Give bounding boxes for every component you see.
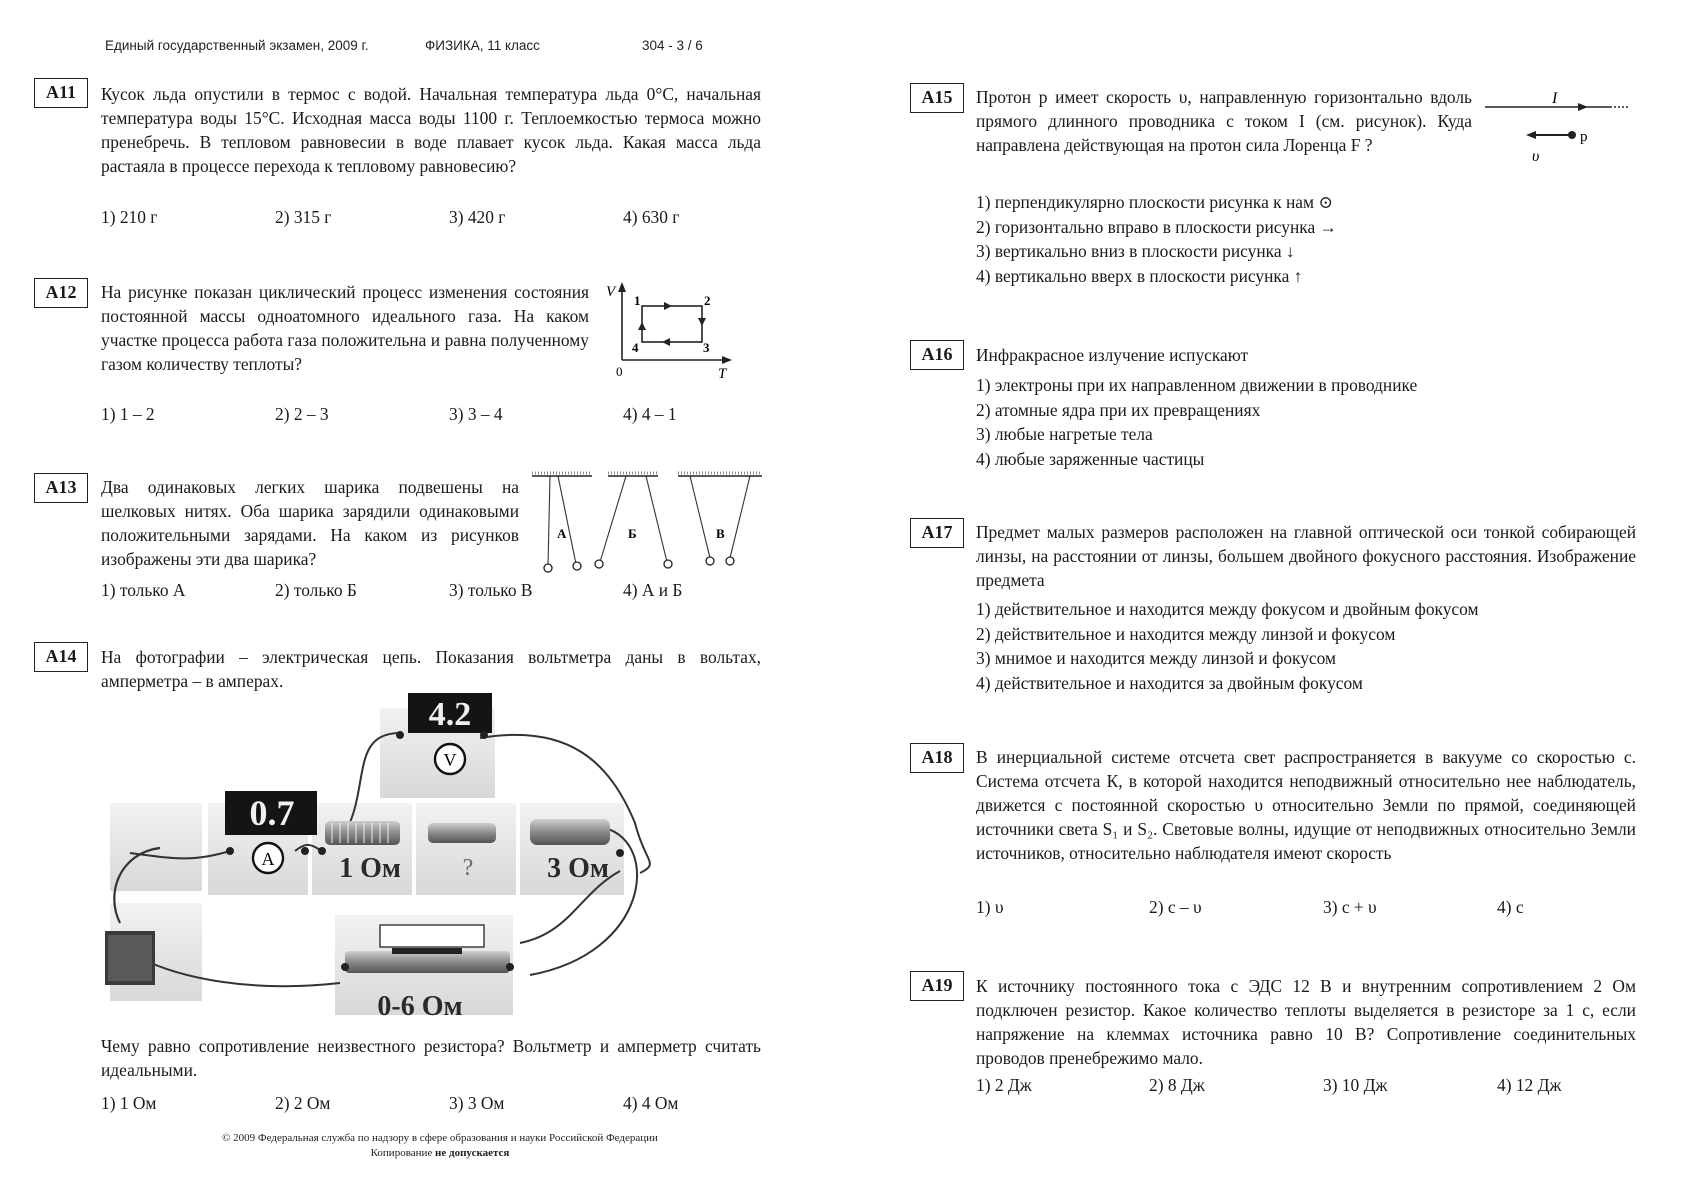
question-a13-text: Два одинаковых легких шарика подвешены на шелковых нитях. Оба шарика зарядили одинаковыми положительными зарядами. На каком из рисунков изображены эти два шарика? <box>101 477 519 569</box>
answer-option[interactable]: 1) 210 г <box>101 207 158 227</box>
voltmeter-symbol: V <box>443 750 457 770</box>
axis-label-v: V <box>606 284 616 300</box>
answer-option[interactable]: 1) действительное и находится между фокусом и двойным фокусом <box>976 599 1479 619</box>
velocity-label: υ <box>1532 148 1540 165</box>
options-a15 <box>976 190 1337 288</box>
answer-option[interactable]: 2) 315 г <box>275 207 332 227</box>
answer-option[interactable]: 2) горизонтально вправо в плоскости рисунка → <box>976 216 1337 237</box>
question-tag-a13: A13 <box>34 473 88 503</box>
footer-line-2-bold: не допускается <box>435 1147 510 1159</box>
footer-line-1: © 2009 Федеральная служба по надзору в сфере образования и науки Российской Федерации <box>222 1132 658 1144</box>
answer-option[interactable]: 2) 2 Ом <box>275 1093 331 1113</box>
rheostat-label: 0-6 Ом <box>377 991 463 1022</box>
figure-label-b: Б <box>628 526 637 541</box>
answer-option[interactable]: 4) 630 г <box>623 207 680 227</box>
answer-option[interactable]: 2) c – υ <box>1149 897 1202 917</box>
point-3: 3 <box>703 340 710 355</box>
question-tag-a18: A18 <box>910 743 964 773</box>
current-label: I <box>1552 90 1558 107</box>
question-tag-a16: A16 <box>910 340 964 370</box>
circuit-photo <box>100 693 660 1023</box>
question-a11-text: Кусок льда опустили в термос с водой. Начальная температура льда 0°С, начальная температура воды 15°С. Исходная масса воды 1100 г. Теплоемкостью термоса можно пренебречь. В тепловом равновесии в воде плавает кусок льда. Какая масса льда растаяла в процессе перехода к тепловому равновесию? <box>101 84 761 176</box>
answer-option[interactable]: 2) атомные ядра при их превращениях <box>976 399 1261 420</box>
header-page: 304 - 3 / 6 <box>642 38 703 53</box>
resistor-1-label: 1 Ом <box>339 853 401 884</box>
answer-option[interactable]: 3) вертикально вниз в плоскости рисунка ↓ <box>976 241 1295 261</box>
proton-label: p <box>1580 129 1588 145</box>
answer-option[interactable]: 3) только В <box>449 580 533 600</box>
answer-option[interactable]: 1) электроны при их направленном движении в проводнике <box>976 375 1418 395</box>
answer-option[interactable]: 3) 10 Дж <box>1323 1075 1388 1095</box>
answer-option[interactable]: 1) 2 Дж <box>976 1075 1032 1095</box>
footer-copyright <box>115 1131 765 1161</box>
answer-option[interactable]: 1) 1 – 2 <box>101 404 155 424</box>
options-a16 <box>976 373 1417 471</box>
figure-label-v: В <box>716 526 725 541</box>
answer-option[interactable]: 1) υ <box>976 897 1004 917</box>
question-tag-a12: A12 <box>34 278 88 308</box>
voltmeter-reading: 4.2 <box>428 696 472 733</box>
resistor-unknown-label: ? <box>462 855 474 881</box>
answer-option[interactable]: 2) 2 – 3 <box>275 404 329 424</box>
question-tag-a15: A15 <box>910 83 964 113</box>
options-a17 <box>976 597 1479 695</box>
answer-option[interactable]: 4) 4 Ом <box>623 1093 679 1113</box>
header-exam: Единый государственный экзамен, 2009 г. <box>105 38 369 53</box>
question-a19-text: К источнику постоянного тока с ЭДС 12 В и внутренним сопротивлением 2 Ом подключен резистор. Какое количество теплоты выделяется в резисторе за 1 с, если напряжение на клеммах источника равно 10 В? Сопротивление соединительных проводов пренебрежимо мало. <box>976 976 1636 1068</box>
question-a17-text: Предмет малых размеров расположен на главной оптической оси тонкой собирающей линзы, на расстоянии от линзы, большем двойного фокусного расстояния. Изображение предмета <box>976 522 1636 590</box>
question-tag-a17: A17 <box>910 518 964 548</box>
header-subject: ФИЗИКА, 11 класс <box>425 38 540 53</box>
question-tag-a19: A19 <box>910 971 964 1001</box>
ammeter-symbol: A <box>261 849 275 869</box>
answer-option[interactable]: 4) действительное и находится за двойным фокусом <box>976 672 1363 693</box>
answer-option[interactable]: 4) вертикально вверх в плоскости рисунка ↑ <box>976 265 1303 286</box>
answer-option[interactable]: 4) А и Б <box>623 580 683 600</box>
question-a14-question: Чему равно сопротивление неизвестного резистора? Вольтметр и амперметр считать идеальными. <box>101 1036 761 1080</box>
ammeter-reading: 0.7 <box>249 793 295 833</box>
question-a14-text: На фотографии – электрическая цепь. Показания вольтметра даны в вольтах, амперметра – в амперах. <box>101 647 761 691</box>
answer-option[interactable]: 4) 4 – 1 <box>623 404 677 424</box>
point-2: 2 <box>704 293 711 308</box>
question-tag-a11: A11 <box>34 78 88 108</box>
resistor-3-label: 3 Ом <box>547 853 609 884</box>
footer-line-2 <box>115 1146 765 1161</box>
footer-line-2-prefix: Копирование <box>370 1147 436 1159</box>
pendulums-figure <box>530 468 770 573</box>
point-1: 1 <box>634 293 641 308</box>
lorentz-diagram <box>1480 85 1630 170</box>
point-4: 4 <box>632 340 639 355</box>
answer-option[interactable]: 3) мнимое и находится между линзой и фокусом <box>976 648 1337 668</box>
answer-option[interactable]: 3) c + υ <box>1323 897 1377 917</box>
answer-option[interactable]: 4) 12 Дж <box>1497 1075 1562 1095</box>
answer-option[interactable]: 2) действительное и находится между линзой и фокусом <box>976 623 1396 644</box>
question-tag-a14: A14 <box>34 642 88 672</box>
axis-label-t: T <box>718 366 727 382</box>
answer-option[interactable]: 2) 8 Дж <box>1149 1075 1205 1095</box>
answer-option[interactable]: 4) c <box>1497 897 1524 917</box>
axis-origin: 0 <box>616 364 623 379</box>
answer-option[interactable]: 4) любые заряженные частицы <box>976 448 1205 469</box>
answer-option[interactable]: 3) 3 – 4 <box>449 404 503 424</box>
answer-option[interactable]: 1) перпендикулярно плоскости рисунка к нам ⊙ <box>976 192 1333 212</box>
vt-cycle-diagram <box>600 278 740 383</box>
answer-option[interactable]: 3) 3 Ом <box>449 1093 505 1113</box>
answer-option[interactable]: 2) только Б <box>275 580 357 600</box>
question-a12-text: На рисунке показан циклический процесс изменения состояния постоянной массы одноатомного идеального газа. На каком участке процесса работа газа положительна и равна полученному газом количеству теплоты? <box>101 282 589 374</box>
answer-option[interactable]: 1) 1 Ом <box>101 1093 157 1113</box>
answer-option[interactable]: 1) только А <box>101 580 186 600</box>
answer-option[interactable]: 3) 420 г <box>449 207 506 227</box>
question-a18-text: В инерциальной системе отсчета свет распространяется в вакууме со скоростью c. Система отсчета К, в которой находится неподвижный относительно нее наблюдатель, движется с постоянной скоростью υ относительно Земли по прямой, соединяющей источники света S₁ и S₂. Световые волны, идущие от неподвижных относительно Земли источников, относительно наблюдателя имеют скорость <box>976 747 1636 863</box>
figure-label-a: А <box>557 526 567 541</box>
question-a16-text: Инфракрасное излучение испускают <box>976 345 1249 365</box>
question-a15-text: Протон p имеет скорость υ, направленную горизонтально вдоль прямого длинного проводника с током I (см. рисунок). Куда направлена действующая на протон сила Лоренца F ? <box>976 87 1472 155</box>
answer-option[interactable]: 3) любые нагретые тела <box>976 424 1153 444</box>
